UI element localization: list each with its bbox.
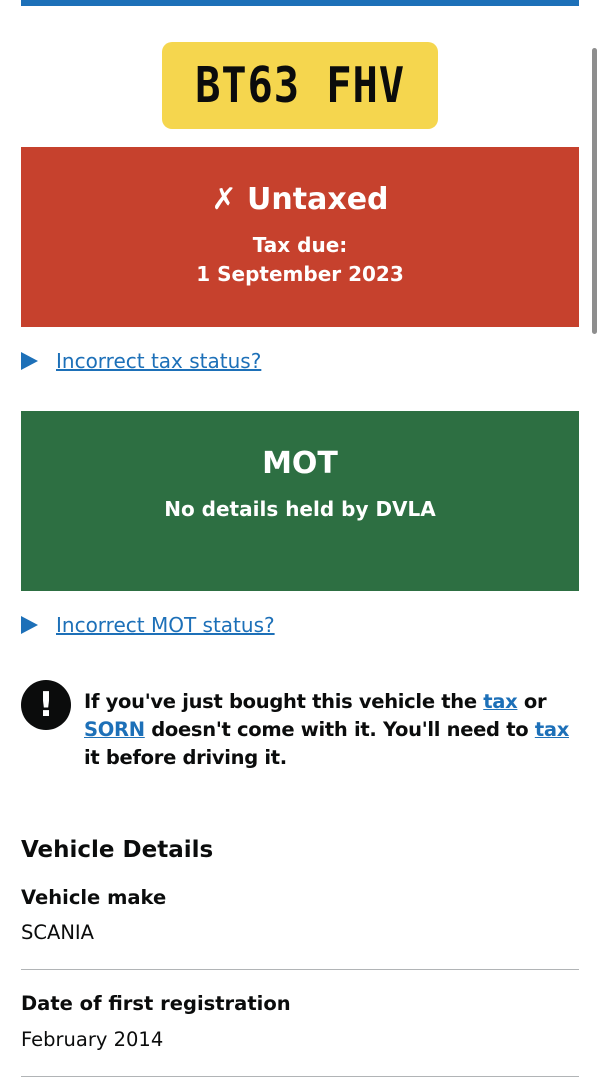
tax-status-label: Untaxed — [247, 182, 389, 217]
triangle-right-icon[interactable] — [21, 352, 38, 370]
tax-link[interactable]: tax — [483, 690, 518, 713]
page-scrollbar[interactable] — [592, 48, 597, 334]
incorrect-tax-status-details[interactable] — [21, 346, 261, 376]
vehicle-make-value: SCANIA — [21, 921, 95, 944]
incorrect-mot-status-link[interactable]: Incorrect MOT status? — [56, 613, 275, 637]
tax-vehicle-link[interactable]: tax — [534, 718, 569, 741]
warning-message — [84, 688, 584, 772]
tax-due-label: Tax due: — [252, 233, 348, 257]
warning-text-part: doesn't come with it. You'll need to — [144, 718, 535, 741]
registration-number: BT63 FHV — [195, 57, 405, 114]
triangle-right-icon[interactable] — [21, 616, 38, 634]
summary-divider — [21, 1076, 579, 1077]
vehicle-make-key: Vehicle make — [21, 886, 167, 909]
sorn-link[interactable]: SORN — [84, 718, 145, 741]
warning-text-part: it before driving it. — [84, 746, 287, 769]
exclamation-icon: ! — [21, 680, 71, 730]
incorrect-mot-status-details[interactable] — [21, 610, 275, 640]
tax-due-date: 1 September 2023 — [196, 262, 404, 286]
incorrect-tax-status-link[interactable]: Incorrect tax status? — [56, 349, 262, 373]
cross-icon: ✗ — [211, 182, 237, 217]
mot-status-panel — [21, 411, 579, 591]
summary-divider — [21, 969, 579, 970]
registration-plate — [162, 42, 438, 129]
mot-status-detail: No details held by DVLA — [164, 497, 436, 521]
first-registration-key: Date of first registration — [21, 992, 291, 1015]
warning-text-part: or — [517, 690, 547, 713]
mot-status-heading: MOT — [262, 446, 338, 481]
tax-status-heading — [21, 182, 579, 218]
header-accent-bar — [21, 0, 579, 6]
tax-status-panel — [21, 147, 579, 327]
first-registration-value: February 2014 — [21, 1028, 164, 1051]
warning-text-part: If you've just bought this vehicle the — [84, 690, 484, 713]
vehicle-details-heading: Vehicle Details — [21, 837, 214, 863]
